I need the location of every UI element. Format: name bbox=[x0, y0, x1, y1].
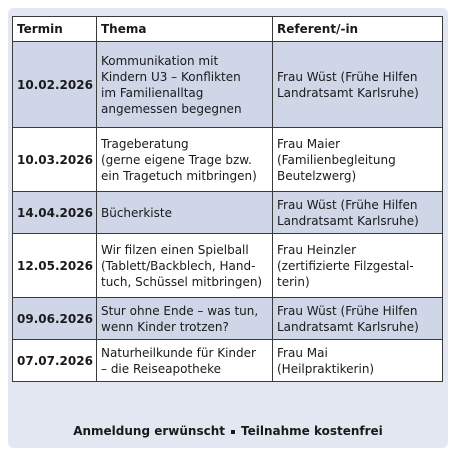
header-thema: Thema bbox=[97, 17, 273, 42]
row-speaker: Frau Heinzler (zertifizierte Filzgestal- terin) bbox=[273, 234, 443, 298]
table-row bbox=[13, 128, 443, 192]
row-speaker: Frau Maier (Familienbegleitung Beutelzwerg) bbox=[273, 128, 443, 192]
row-speaker: Frau Wüst (Frühe Hilfen Landratsamt Karlsruhe) bbox=[273, 42, 443, 128]
row-topic: Wir filzen einen Spielball (Tablett/Backblech, Hand- tuch, Schüssel mitbringen) bbox=[97, 234, 273, 298]
table-row bbox=[13, 340, 443, 382]
header-termin: Termin bbox=[13, 17, 97, 42]
table-row bbox=[13, 234, 443, 298]
row-speaker: Frau Wüst (Frühe Hilfen Landratsamt Karlsruhe) bbox=[273, 192, 443, 234]
row-speaker: Frau Mai (Heilpraktikerin) bbox=[273, 340, 443, 382]
row-topic: Trageberatung (gerne eigene Trage bzw. ein Tragetuch mitbringen) bbox=[97, 128, 273, 192]
footer-free-participation: Teilnahme kostenfrei bbox=[240, 424, 383, 438]
header-referent: Referent/-in bbox=[273, 17, 443, 42]
row-date: 09.06.2026 bbox=[13, 298, 97, 340]
row-date: 10.02.2026 bbox=[13, 42, 97, 128]
bullet-separator-icon bbox=[231, 430, 235, 434]
row-date: 07.07.2026 bbox=[13, 340, 97, 382]
table-row bbox=[13, 298, 443, 340]
row-topic: Bücherkiste bbox=[97, 192, 273, 234]
table-header-row bbox=[13, 17, 443, 42]
row-topic: Naturheilkunde für Kinder – die Reiseapotheke bbox=[97, 340, 273, 382]
footer-registration: Anmeldung erwünscht bbox=[73, 424, 225, 438]
row-date: 12.05.2026 bbox=[13, 234, 97, 298]
table-row bbox=[13, 192, 443, 234]
row-date: 10.03.2026 bbox=[13, 128, 97, 192]
row-date: 14.04.2026 bbox=[13, 192, 97, 234]
row-topic: Stur ohne Ende – was tun, wenn Kinder trotzen? bbox=[97, 298, 273, 340]
row-speaker: Frau Wüst (Frühe Hilfen Landratsamt Karlsruhe) bbox=[273, 298, 443, 340]
table-row bbox=[13, 42, 443, 128]
row-topic: Kommunikation mit Kindern U3 – Konflikten im Familienalltag angemessen begegnen bbox=[97, 42, 273, 128]
footer-note bbox=[0, 424, 456, 438]
schedule-table bbox=[12, 16, 443, 382]
